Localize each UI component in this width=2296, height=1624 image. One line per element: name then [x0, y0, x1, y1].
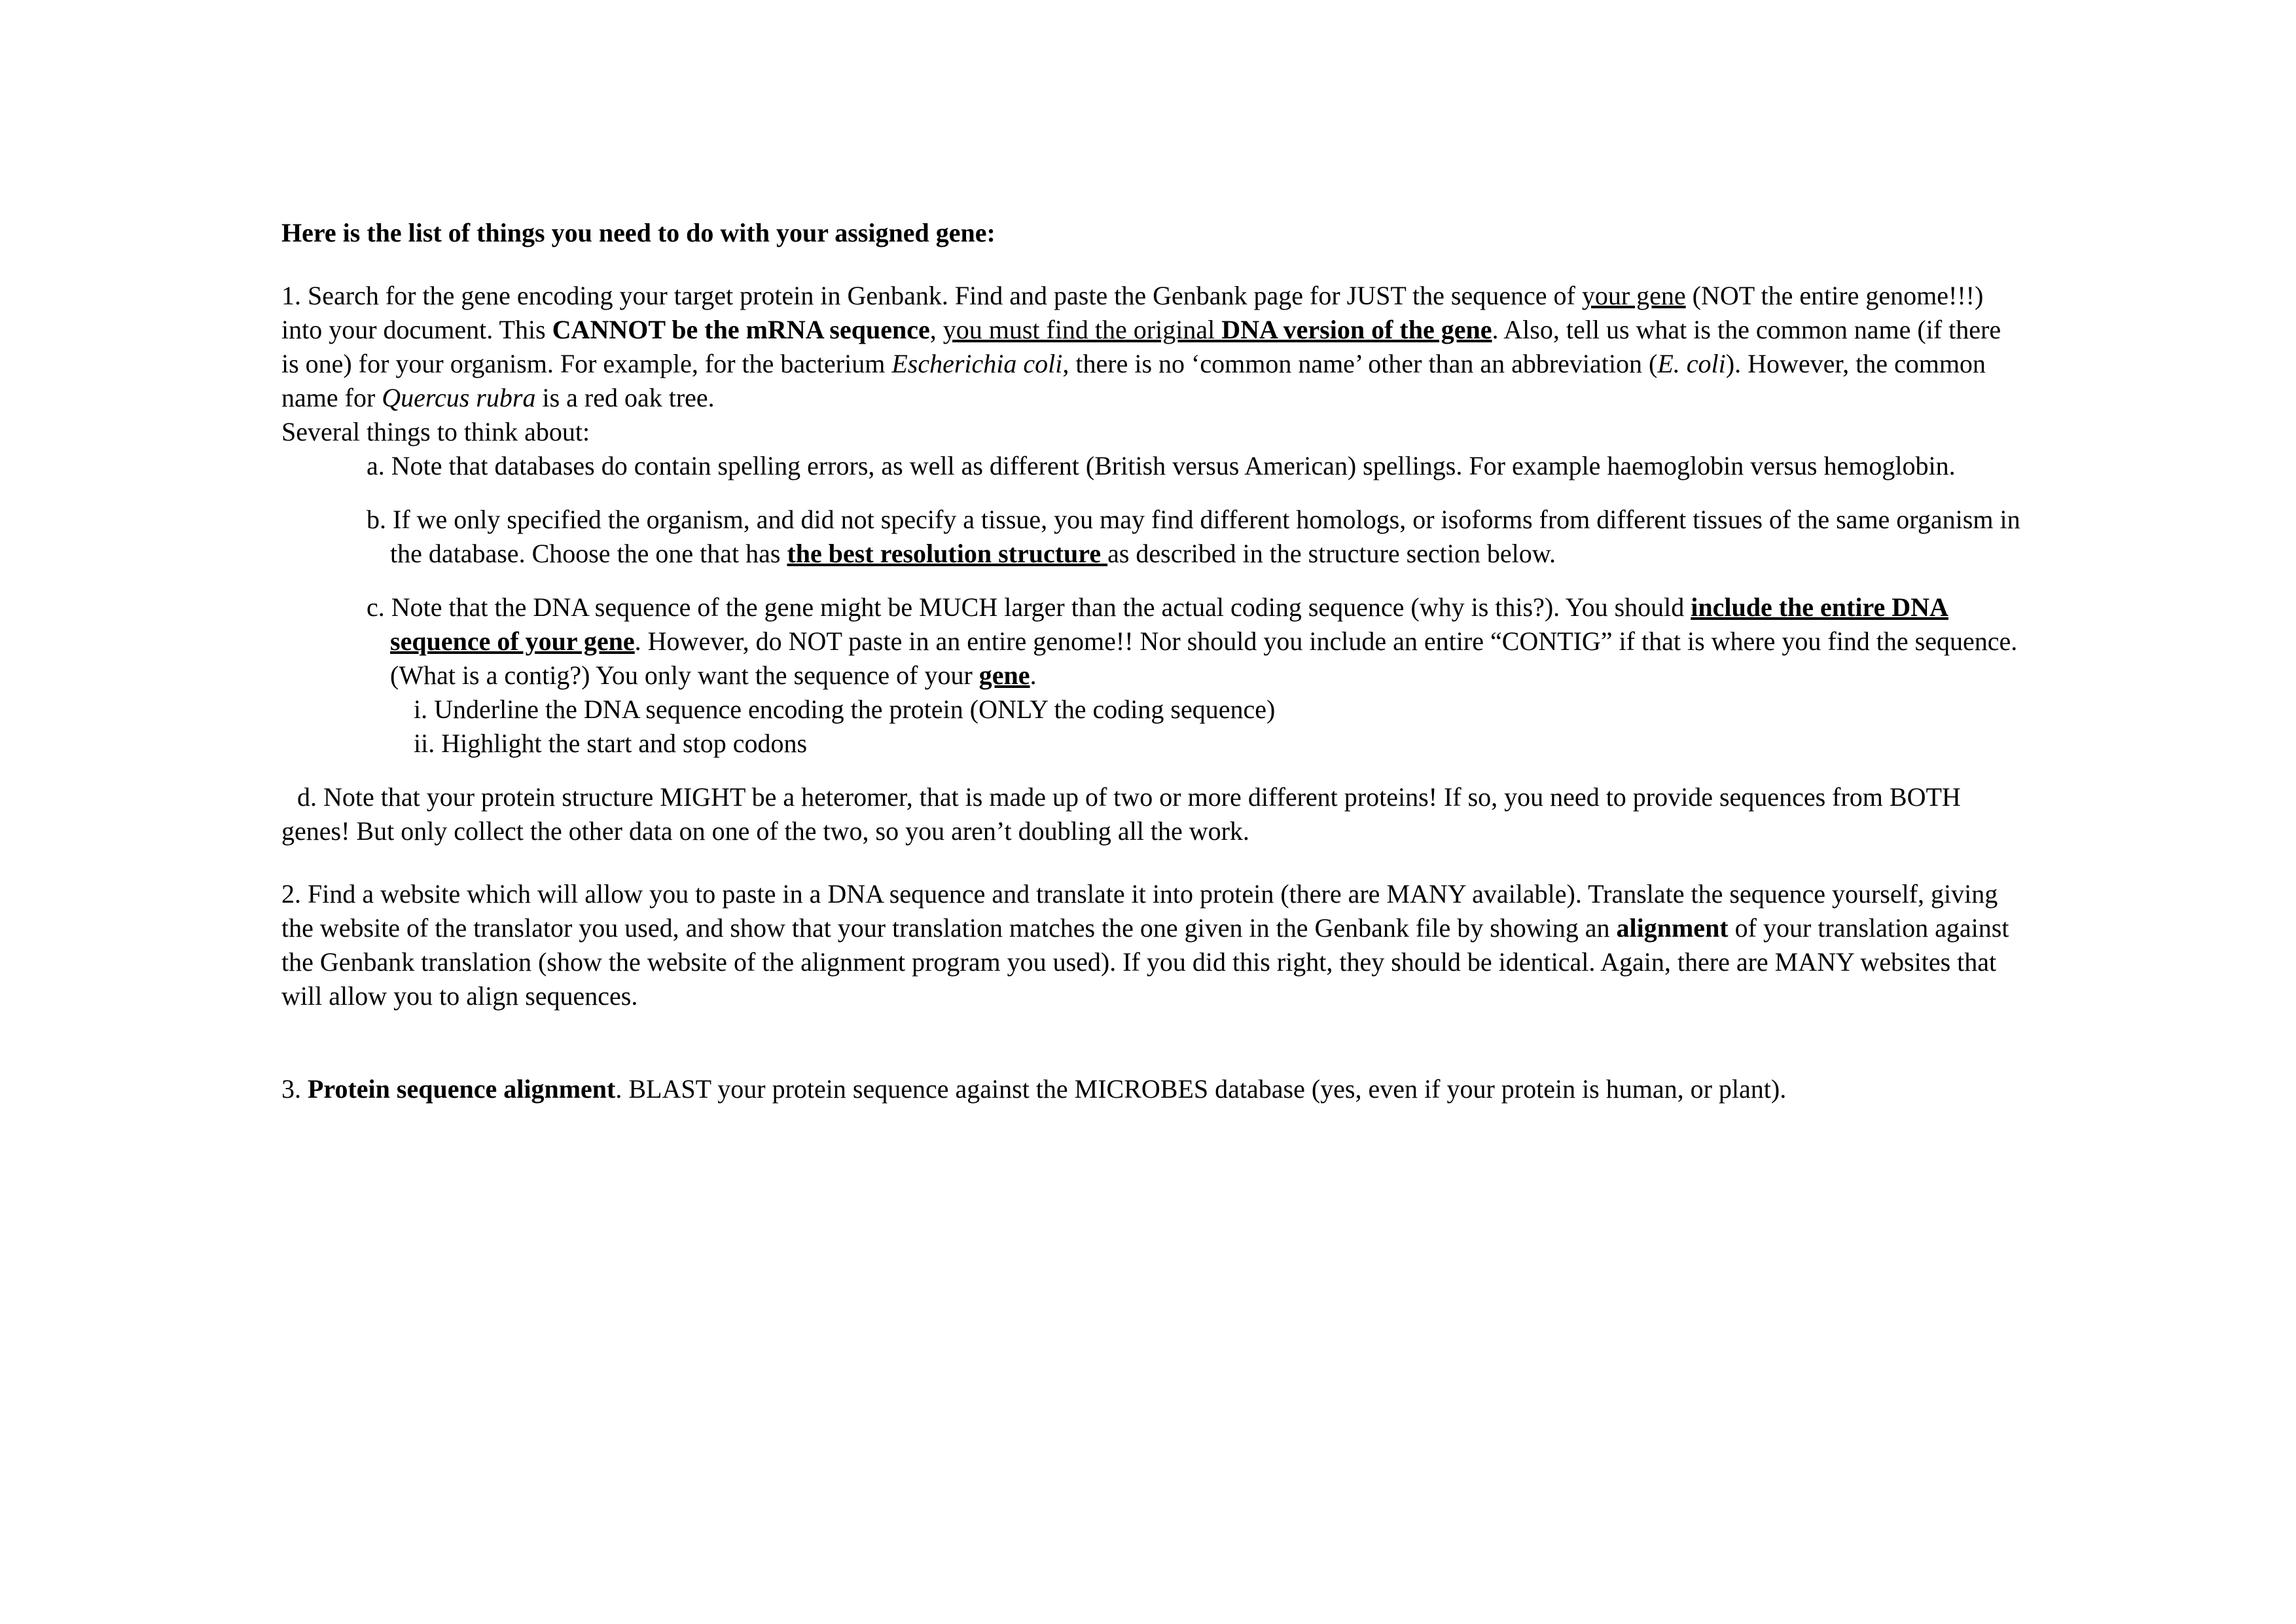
item1-quercus-italic: Quercus rubra: [382, 383, 536, 412]
item1-seg14: is a red oak tree.: [535, 383, 715, 412]
sub-c-include-entire-bold-underline: include the entire DNA sequence of your gene: [390, 592, 1948, 656]
sub-item-c-i: i. Underline the DNA sequence encoding the protein (ONLY the coding sequence): [414, 695, 1276, 724]
item1-dna-version-bold-underline: DNA version of the gene: [1221, 315, 1492, 344]
item2-seg1: 2. Find a website which will allow you to paste in a DNA sequence and translate it into protein (there are MANY available). Translate the sequence yourself, giving the website of the translator you used, and show that your translation matches the one given in the Genbank file by showing an: [281, 879, 1998, 943]
spacer: [325, 761, 2022, 780]
sub-list: [281, 449, 2022, 780]
several-things-line: Several things to think about:: [281, 417, 590, 446]
item2-seg3: of your translation against the Genbank translation (show the website of the alignment program you used). If you did this right, they should be identical. Again, there are MANY websites that will allow you to align sequences.: [281, 913, 2009, 1011]
paragraph-item-1: [281, 279, 2022, 415]
spacer: [325, 483, 2022, 503]
item2-alignment-bold: alignment: [1616, 913, 1729, 943]
sub-b-seg3: as described in the structure section below.: [1107, 539, 1556, 568]
paragraph-item-3: [281, 1072, 2022, 1106]
sub-c-seg3: . However, do NOT paste in an entire genome!! Nor should you include an entire “CONTIG” if that is where you find the sequence. (What is a contig?) You only want the sequence of your: [390, 626, 2018, 690]
sub-c-seg1: c. Note that the DNA sequence of the gene might be MUCH larger than the actual coding sequence (why is this?). You should: [367, 592, 1691, 622]
sub-item-d: d. Note that your protein structure MIGHT be a heteromer, that is made up of two or more different proteins! If so, you need to provide sequences from BOTH genes! But only collect the other data on one of the two, so you aren’t doubling all the work.: [281, 782, 1961, 846]
item1-seg10: , there is no ‘common name’ other than an abbreviation (: [1062, 349, 1658, 378]
item3-seg1: 3.: [281, 1074, 308, 1104]
item1-cannot-bold: CANNOT be the mRNA sequence: [552, 315, 930, 344]
paragraph-item-2: [281, 877, 2022, 1013]
sub-item-a: a. Note that databases do contain spelling errors, as well as different (British versus American) spellings. For example haemoglobin versus hemoglobin.: [367, 451, 1956, 480]
item1-seg12: ). However, the common name for: [281, 349, 1986, 412]
sub-c-seg5: .: [1030, 660, 1037, 690]
document-body: [281, 216, 2022, 1106]
item1-must-find-underline: you must find the original: [942, 315, 1222, 344]
sub-b-best-resolution-bold-underline: the best resolution structure: [787, 539, 1108, 568]
item1-seg1: 1. Search for the gene encoding your target protein in Genbank. Find and paste the Genbank page for JUST the sequence of: [281, 281, 1582, 310]
sub-b-seg1: b. If we only specified the organism, and did not specify a tissue, you may find different homologs, or isoforms from different tissues of the same organism in the database. Choose the one that has: [367, 505, 2020, 568]
spacer: [281, 1013, 2022, 1072]
item1-your-gene-underline: your gene: [1581, 281, 1686, 310]
item3-seg3: . BLAST your protein sequence against the MICROBES database (yes, even if your protein is human, or plant).: [615, 1074, 1787, 1104]
item1-ecoli-italic: E. coli: [1657, 349, 1726, 378]
spacer: [325, 571, 2022, 590]
sub-item-b: [325, 503, 2022, 571]
sub-c-gene-bold-underline: gene: [978, 660, 1030, 690]
sub-item-c: [325, 590, 2022, 693]
item3-protein-alignment-bold: Protein sequence alignment: [308, 1074, 616, 1104]
item1-escherichia-italic: Escherichia coli: [891, 349, 1063, 378]
item1-seg8: . Also, tell us what is the common name (if there is one) for your organism. For example, for the bacterium: [281, 315, 2001, 378]
item1-seg5: ,: [929, 315, 943, 344]
sub-item-c-ii: ii. Highlight the start and stop codons: [414, 729, 808, 758]
spacer: [281, 848, 2022, 877]
document-title: Here is the list of things you need to do with your assigned gene:: [281, 218, 996, 247]
item1-seg3: (NOT the entire genome!!!) into your document. This: [281, 281, 1984, 344]
